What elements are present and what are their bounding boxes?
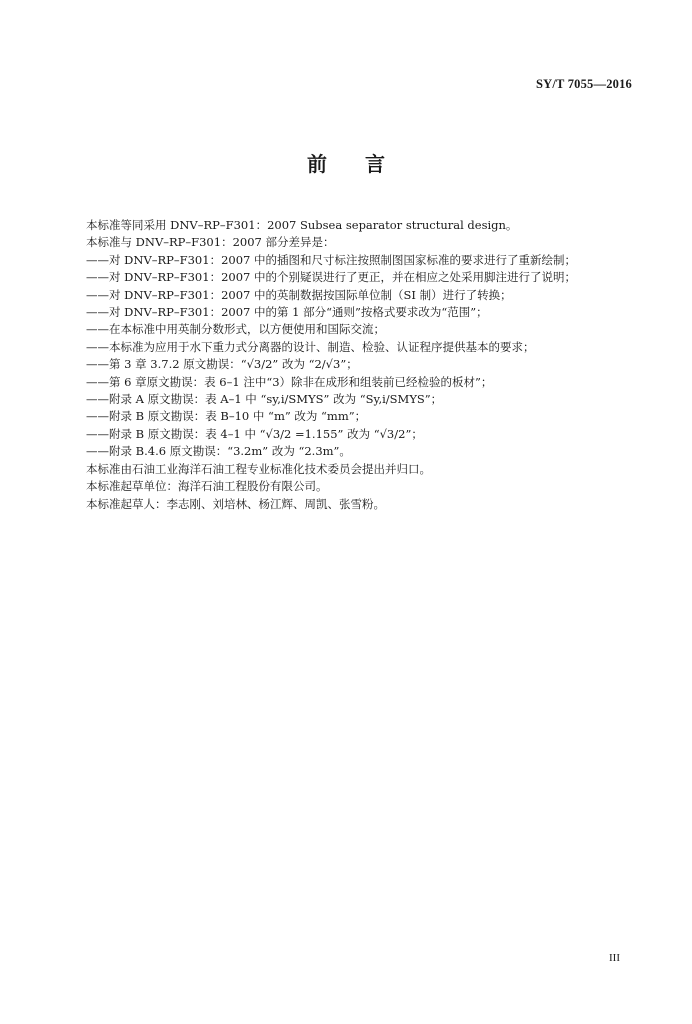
title-char-2: 言: [365, 152, 385, 176]
text-line-errata-annex-a: ——附录 A 原文勘误：表 A–1 中 “sy,i/SMYS” 改为 “Sy,i/SMYS”；: [86, 392, 443, 407]
text-line-drafters: 本标准起草人：李志刚、刘培林、杨江辉、周凯、张雪粉。: [86, 496, 385, 511]
text-line-diff-corrections: ——对 DNV–RP–F301：2007 中的个别疑误进行了更正，并在相应之处采用脚注进行了说明；: [86, 270, 576, 285]
text-line-diff-fractions: ——在本标准中用英制分数形式，以方便使用和国际交流；: [86, 322, 385, 337]
text-line-diff-units: ——对 DNV–RP–F301：2007 中的英制数据按国际单位制（SI 制）进行了转换；: [86, 287, 512, 302]
text-line-diff-drawings: ——对 DNV–RP–F301：2007 中的插图和尺寸标注按照制图国家标准的要求进行了重新绘制；: [86, 252, 576, 267]
text-line-errata-ch3: ——第 3 章 3.7.2 原文勘误：“√3/2” 改为 “2/√3”；: [86, 357, 358, 372]
text-line-errata-annex-b-table-b10: ——附录 B 原文勘误：表 B–10 中 “m” 改为 “mm”；: [86, 409, 367, 424]
text-line-diff-scope: ——对 DNV–RP–F301：2007 中的第 1 部分“通则”按格式要求改为“范围”；: [86, 305, 488, 320]
text-line-adoption: 本标准等同采用 DNV–RP–F301：2007 Subsea separator structural design。: [86, 218, 518, 232]
text-line-proposer: 本标准由石油工业海洋石油工程专业标准化技术委员会提出并归口。: [86, 461, 431, 476]
text-line-errata-ch6: ——第 6 章原文勘误：表 6–1 注中“3）除非在成形和组装前已经检验的板材”；: [86, 374, 493, 389]
standard-code: SY/T 7055—2016: [536, 77, 632, 91]
text-line-differences-intro: 本标准与 DNV–RP–F301：2007 部分差异是：: [86, 235, 335, 250]
title-char-1: 前: [307, 152, 327, 176]
foreword-body: [86, 217, 646, 513]
text-line-drafting-unit: 本标准起草单位：海洋石油工程股份有限公司。: [86, 479, 328, 494]
text-line-errata-annex-b-table-4-1: ——附录 B 原文勘误：表 4–1 中 “√3/2 =1.155” 改为 “√3/2”；: [86, 426, 423, 441]
text-line-errata-annex-b46: ——附录 B.4.6 原文勘误：“3.2m” 改为 “2.3m”。: [86, 444, 351, 459]
page-number: III: [609, 952, 620, 964]
page-title: [0, 148, 692, 177]
text-line-diff-requirements: ——本标准为应用于水下重力式分离器的设计、制造、检验、认证程序提供基本的要求；: [86, 339, 535, 354]
